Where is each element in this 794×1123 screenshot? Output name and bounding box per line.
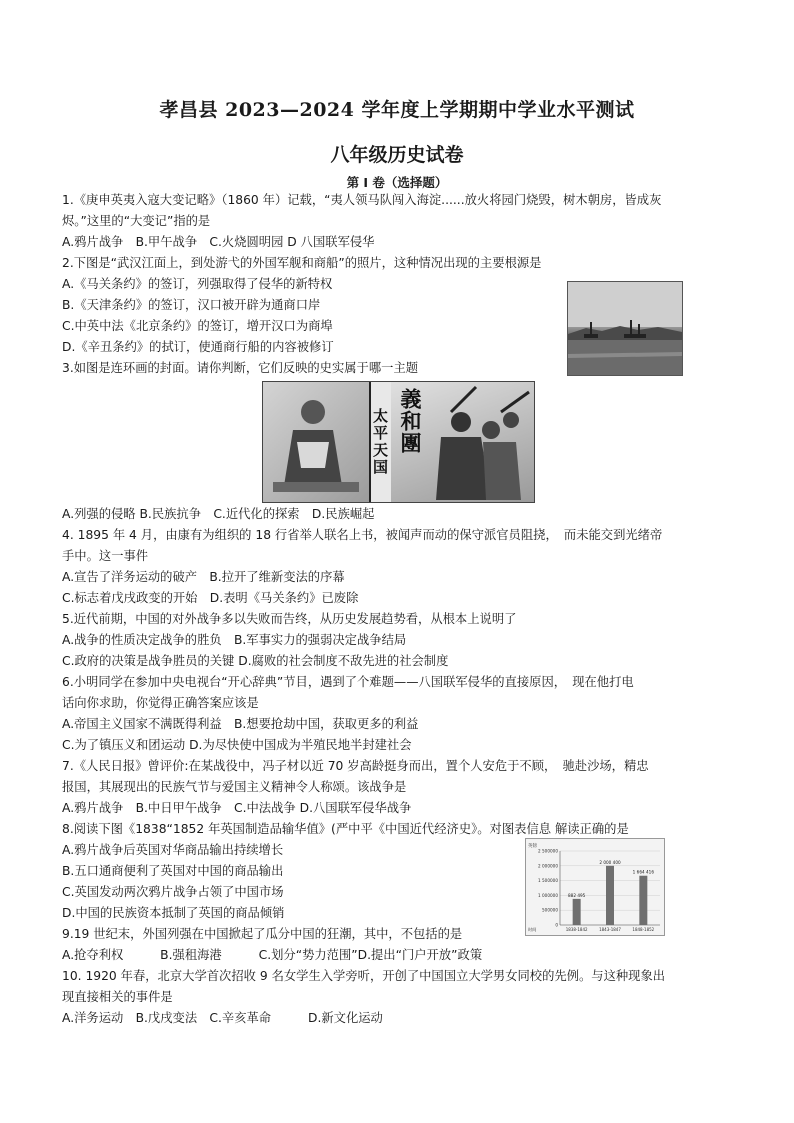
q5-stem: 5.近代前期，中国的对外战争多以失败而告终，从历史发展趋势看，从根本上说明了 — [62, 612, 517, 626]
exam-subtitle: 八年级历史试卷 — [330, 144, 464, 166]
q7-stem-line1: 7.《人民日报》曾评价:在某战役中，冯子材以近 70 岁高龄挺身而出，置个人安危于不顾， 驰赴沙场，精忠 — [62, 759, 649, 773]
q9-options: A.抢夺利权 B.强租海港 C.划分“势力范围”D.提出“门户开放”政策 — [62, 948, 483, 962]
comic-cover-figure-image — [263, 382, 369, 502]
section-heading: 第 I 卷（选择题） — [346, 175, 448, 190]
exam-title: 孝昌县 2023—2024 学年度上学期期中学业水平测试 — [159, 99, 635, 121]
chart-bar — [573, 899, 581, 925]
comic-cover-right-image — [391, 382, 534, 502]
q3-stem: 3.如图是连环画的封面。请你判断，它们反映的史实属于哪一主题 — [62, 361, 419, 375]
q3-options: A.列强的侵略 B.民族抗争 C.近代化的探索 D.民族崛起 — [62, 507, 375, 521]
chart-bar — [639, 876, 647, 925]
q8-option-a: A.鸦片战争后英国对华商品输出持续增长 — [62, 843, 284, 857]
q4-stem-line1: 4. 1895 年 4 月，由康有为组织的 18 行省举人联名上书，被闻声而动的保守派官员阻挠， 而未能交到光绪帝 — [62, 528, 663, 542]
q2-stem: 2.下图是“武汉江面上，到处游弋的外国军舰和商船”的照片，这种情况出现的主要根源是 — [62, 256, 542, 270]
q4-stem-line2: 手中。这一事件 — [62, 549, 149, 563]
q6-stem-line2: 话向你求助，你觉得正确答案应该是 — [62, 696, 259, 710]
q2-option-d: D.《辛丑条约》的拭订，使通商行船的内容被修订 — [62, 340, 334, 354]
chart-ytick-label: 2 500000 — [538, 848, 558, 854]
chart-ytick-label: 500000 — [542, 907, 558, 913]
q10-stem-line2: 现直接相关的事件是 — [62, 990, 173, 1004]
q6-stem-line1: 6.小明同学在参加中央电视台“开心辞典”节目，遇到了个难题——八国联军侵华的直接原因， 现在他打电 — [62, 675, 634, 689]
q9-stem: 9.19 世纪末，外国列强在中国掀起了瓜分中国的狂潮，其中，不包括的是 — [62, 927, 463, 941]
chart-ytick-label: 1 000000 — [538, 892, 558, 898]
chart-value-label: 1 664 416 — [632, 869, 654, 875]
chart-category-label: 1848-1852 — [632, 927, 655, 932]
q2-option-a: A.《马关条约》的签订，列强取得了侵华的新特权 — [62, 277, 333, 291]
q8-option-c: C.英国发动两次鸦片战争占领了中国市场 — [62, 885, 284, 899]
q8-option-d: D.中国的民族资本抵制了英国的商品倾销 — [62, 906, 285, 920]
chart-ytick-label: 2 000000 — [538, 863, 558, 869]
q8-option-b: B.五口通商便利了英国对中国的商品输出 — [62, 864, 284, 878]
q1-options: A.鸦片战争 B.甲午战争 C.火烧圆明园 D 八国联军侵华 — [62, 235, 375, 249]
q5-options-ab: A.战争的性质决定战争的胜负 B.军事实力的强弱决定战争结局 — [62, 633, 407, 647]
q2-option-c: C.中英中法《北京条约》的签订，增开汉口为商埠 — [62, 319, 333, 333]
chart-value-label: 882 495 — [568, 892, 586, 898]
q4-options-cd: C.标志着戊戌政变的开始 D.表明《马关条约》已废除 — [62, 591, 359, 605]
chart-ytick-label: 0 — [555, 922, 558, 928]
chart-value-label: 2 000 400 — [599, 859, 621, 865]
chart-category-label: 1838-1842 — [565, 927, 588, 932]
chart-bar — [606, 866, 614, 925]
q6-options-ab: A.帝国主义国家不满既得利益 B.想要抢劫中国，获取更多的利益 — [62, 717, 419, 731]
q10-options: A.洋务运动 B.戊戌变法 C.辛亥革命 D.新文化运动 — [62, 1011, 383, 1025]
q2-option-b: B.《天津条约》的签订，汉口被开辟为通商口岸 — [62, 298, 321, 312]
wuhan-river-photo — [567, 281, 683, 376]
q6-options-cd: C.为了镇压义和团运动 D.为尽快使中国成为半殖民地半封建社会 — [62, 738, 412, 752]
chart-category-label: 1843-1847 — [599, 927, 621, 932]
q5-options-cd: C.政府的决策是战争胜员的关键 D.腐败的社会制度不敌先进的社会制度 — [62, 654, 449, 668]
q7-options: A.鸦片战争 B.中日甲午战争 C.中法战争 D.八国联军侵华战争 — [62, 801, 412, 815]
chart-ylabel: 英镑 — [528, 844, 537, 849]
british-exports-bar-chart — [525, 838, 665, 936]
q10-stem-line1: 10. 1920 年春，北京大学首次招收 9 名女学生入学旁听，开创了中国国立大学男女同校的先例。与这种现象出 — [62, 969, 666, 983]
chart-xlabel: 时间 — [528, 927, 537, 932]
comic-spine-title: 太平天国 — [369, 382, 393, 502]
chart-ytick-label: 1 500000 — [538, 878, 558, 884]
q4-options-ab: A.宣告了洋务运动的破产 B.拉开了维新变法的序幕 — [62, 570, 345, 584]
q1-stem-line2: 烬。”这里的“大变记”指的是 — [62, 214, 211, 228]
comic-book-covers — [262, 381, 535, 503]
q8-stem: 8.阅读下图《1838“1852 年英国制造品输华值》(严中平《中国近代经济史》。对图表信息 解读正确的是 — [62, 822, 629, 836]
q1-stem-line1: 1.《庚申英夷入寇大变记略》（1860 年）记载，“夷人领马队闯入海淀......放火将园门烧毁，树木朝房，皆成灰 — [62, 193, 662, 207]
comic-cover-title: 義和團 — [398, 388, 423, 454]
q7-stem-line2: 报国，其展现出的民族气节与爱国主义精神令人称颂。该战争是 — [62, 780, 407, 794]
